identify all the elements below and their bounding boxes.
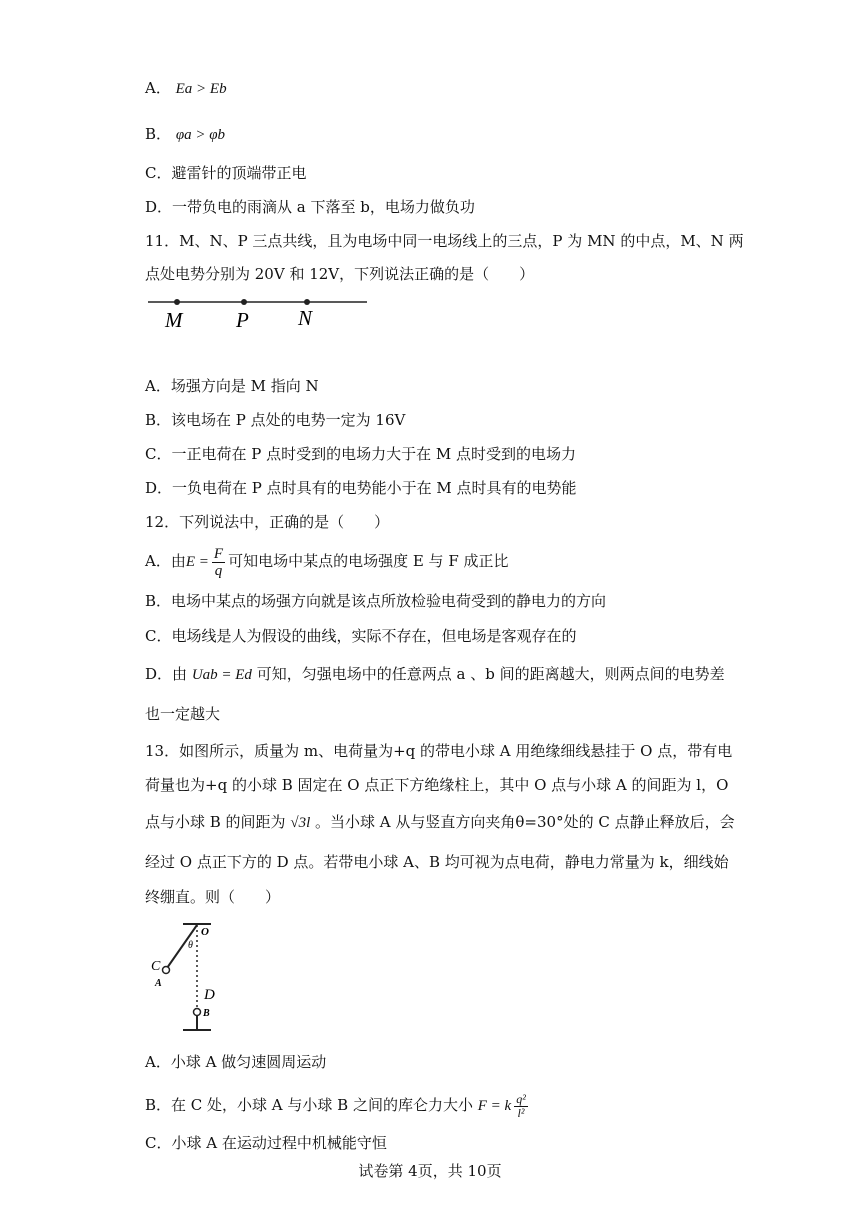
q10-option-d: D．一带负电的雨滴从 a 下落至 b，电场力做负功 <box>145 198 475 216</box>
point-m <box>174 299 180 305</box>
q13-stem-line1: 13．如图所示，质量为 m、电荷量为+q 的带电小球 A 用绝缘细线悬挂于 O 点，带有电 <box>145 742 733 760</box>
q10-option-b-label: B． <box>145 125 172 143</box>
point-p <box>241 299 247 305</box>
q10-option-a-label: A． <box>145 79 171 97</box>
q13-option-b <box>145 1088 531 1123</box>
q10-option-a-math: Ea > Eb <box>175 81 227 97</box>
q13-stem-line2: 荷量也为+q 的小球 B 固定在 O 点正下方绝缘柱上，其中 O 点与小球 A 的间距为 l，O <box>145 776 729 794</box>
q11-option-a: A．场强方向是 M 指向 N <box>145 377 319 395</box>
fraction-denominator: l² <box>517 1105 525 1120</box>
q12-option-a-text: 可知电场中某点的电场强度 E 与 F 成正比 <box>228 552 509 570</box>
q13-pendulum-figure <box>145 918 235 1038</box>
q12-option-c: C．电场线是人为假设的曲线，实际不存在，但电场是客观存在的 <box>145 627 577 645</box>
q13-line3-text: 点与小球 B 的间距为 <box>145 813 286 831</box>
q13-option-b-fraction <box>514 1093 528 1120</box>
q11-stem-line2: 点处电势分别为 20V 和 12V，下列说法正确的是（ ） <box>145 265 535 283</box>
q12-option-b: B．电场中某点的场强方向就是该点所放检验电荷受到的静电力的方向 <box>145 592 607 610</box>
q12-option-d <box>145 664 725 685</box>
q12-option-d-label: D．由 <box>145 665 188 683</box>
label-m: M <box>165 308 183 332</box>
q11-figure <box>145 290 375 335</box>
label-o: O <box>201 926 209 938</box>
q12-option-d-continued: 也一定越大 <box>145 705 221 723</box>
fraction-denominator: q <box>214 562 223 579</box>
q12-option-a <box>145 544 509 579</box>
label-c: C <box>151 959 161 974</box>
q12-option-d-eq: Uab = Ed <box>191 667 252 683</box>
label-b: B <box>203 1008 210 1019</box>
q13-sqrt3l: √3l <box>290 815 311 831</box>
q10-option-c: C．避雷针的顶端带正电 <box>145 164 307 182</box>
ball-a <box>163 967 170 974</box>
q12-option-a-label: A．由 <box>145 552 186 570</box>
q13-option-b-text: B．在 C 处，小球 A 与小球 B 之间的库仑力大小 <box>145 1096 473 1114</box>
label-d: D <box>204 987 215 1003</box>
label-a: A <box>155 978 162 989</box>
q11-option-b: B．该电场在 P 点处的电势一定为 16V <box>145 411 406 429</box>
q11-option-c: C．一正电荷在 P 点时受到的电场力大于在 M 点时受到的电场力 <box>145 445 577 463</box>
q11-stem-line1: 11．M、N、P 三点共线，且为电场中同一电场线上的三点，P 为 MN 的中点，M、N 两 <box>145 232 744 250</box>
q13-stem-line3 <box>145 812 735 833</box>
q13-line3-text-after: 。当小球 A 从与竖直方向夹角θ=30°处的 C 点静止释放后，会 <box>315 813 735 831</box>
page-footer: 试卷第 4页，共 10页 <box>358 1162 502 1180</box>
fraction-numerator: q² <box>516 1091 526 1106</box>
q13-option-b-eq: F = k <box>477 1098 512 1114</box>
q13-stem-line4: 经过 O 点正下方的 D 点。若带电小球 A、B 均可视为点电荷，静电力常量为 k，细线始 <box>145 853 729 871</box>
label-theta: θ <box>188 940 193 951</box>
label-n: N <box>298 306 313 330</box>
q13-option-a: A．小球 A 做匀速圆周运动 <box>145 1053 327 1071</box>
point-n <box>304 299 310 305</box>
q12-option-a-eq: E = <box>185 554 209 570</box>
q12-option-a-fraction <box>212 546 225 579</box>
q12-stem: 12．下列说法中，正确的是（ ） <box>145 513 390 531</box>
fraction-numerator: F <box>213 545 224 562</box>
ball-b <box>194 1009 201 1016</box>
q12-option-d-text: 可知，匀强电场中的任意两点 a 、b 间的距离越大，则两点间的电势差 <box>256 665 725 683</box>
q11-option-d: D．一负电荷在 P 点时具有的电势能小于在 M 点时具有的电势能 <box>145 479 577 497</box>
q13-option-c: C．小球 A 在运动过程中机械能守恒 <box>145 1134 387 1152</box>
label-p: P <box>236 308 249 332</box>
q13-stem-line5: 终绷直。则（ ） <box>145 888 281 906</box>
q10-option-b <box>145 124 225 145</box>
q10-option-a <box>145 78 227 99</box>
q10-option-b-math: φa > φb <box>175 127 226 143</box>
